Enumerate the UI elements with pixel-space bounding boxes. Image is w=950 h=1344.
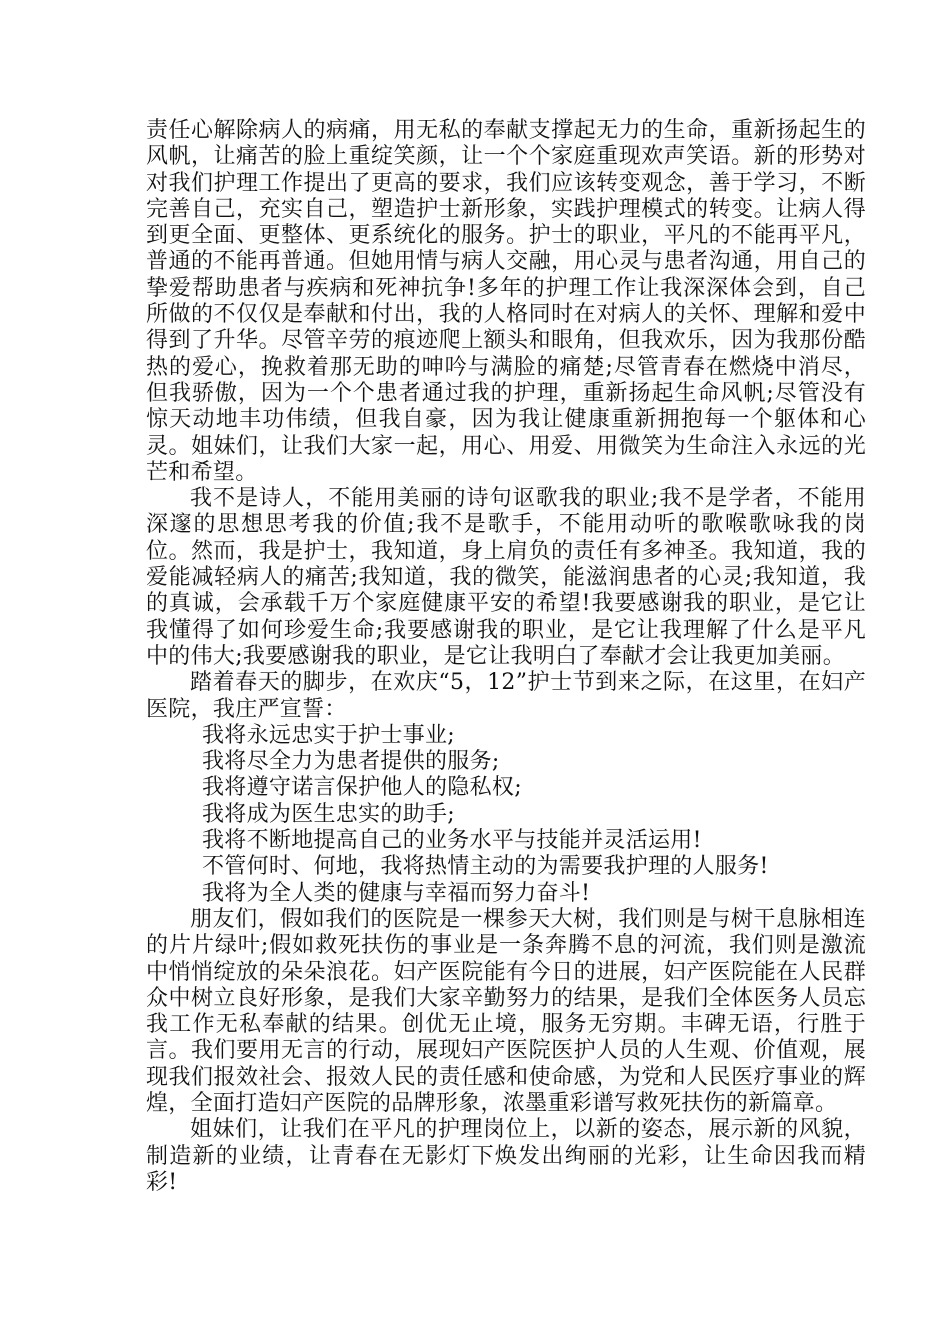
document-body [146,118,866,1196]
paragraph-closing-2: 姐妹们，让我们在平凡的护理岗位上，以新的姿态，展示新的风貌，制造新的业绩，让青春在无影灯下焕发出绚丽的光彩，让生命因我而精彩! [146,1117,866,1195]
oath-list [146,723,866,907]
paragraph-2: 我不是诗人，不能用美丽的诗句讴歌我的职业;我不是学者，不能用深邃的思想思考我的价值;我不是歌手，不能用动听的歌喉歌咏我的岗位。然而，我是护士，我知道，身上肩负的责任有多神圣。我知道，我的爱能减轻病人的痛苦;我知道，我的微笑，能滋润患者的心灵;我知道，我的真诚，会承载千万个家庭健康平安的希望!我要感谢我的职业，是它让我懂得了如何珍爱生命;我要感谢我的职业，是它让我理解了什么是平凡中的伟大;我要感谢我的职业，是它让我明白了奉献才会让我更加美丽。 [146,486,866,669]
oath-item: 我将尽全力为患者提供的服务; [202,749,500,775]
oath-item: 我将成为医生忠实的助手; [202,801,456,827]
oath-item: 我将遵守诺言保护他人的隐私权; [202,775,522,801]
paragraph-1: 责任心解除病人的病痛，用无私的奉献支撑起无力的生命，重新扬起生的风帆，让痛苦的脸上重绽笑颜，让一个个家庭重现欢声笑语。新的形势对对我们护理工作提出了更高的要求，我们应该转变观念，善于学习，不断完善自己，充实自己，塑造护士新形象，实践护理模式的转变。让病人得到更全面、更整体、更系统化的服务。护士的职业，平凡的不能再平凡，普通的不能再普通。但她用情与病人交融，用心灵与患者沟通，用自己的挚爱帮助患者与疾病和死神抗争!多年的护理工作让我深深体会到，自己所做的不仅仅是奉献和付出，我的人格同时在对病人的关怀、理解和爱中得到了升华。尽管辛劳的痕迹爬上额头和眼角，但我欢乐，因为我那份酷热的爱心，挽救着那无助的呻吟与满脸的痛楚;尽管青春在燃烧中消尽，但我骄傲，因为一个个患者通过我的护理，重新扬起生命风帆;尽管没有惊天动地丰功伟绩，但我自豪，因为我让健康重新拥抱每一个躯体和心灵。姐妹们，让我们大家一起，用心、用爱、用微笑为生命注入永远的光芒和希望。 [146,118,866,485]
oath-item: 不管何时、何地，我将热情主动的为需要我护理的人服务! [202,854,769,880]
paragraph-closing-1: 朋友们，假如我们的医院是一棵参天大树，我们则是与树干息脉相连的片片绿叶;假如救死扶伤的事业是一条奔腾不息的河流，我们则是激流中悄悄绽放的朵朵浪花。妇产医院能有今日的进展，妇产医院能在人民群众中树立良好形象，是我们大家辛勤努力的结果，是我们全体医务人员忘我工作无私奉献的结果。创优无止境，服务无穷期。丰碑无语，行胜于言。我们要用无言的行动，展现妇产医院医护人员的人生观、价值观，展现我们报效社会、报效人民的责任感和使命感，为党和人民医疗事业的辉煌，全面打造妇产医院的品牌形象，浓墨重彩谱写救死扶伤的新篇章。 [146,906,866,1116]
paragraph-3: 踏着春天的脚步，在欢庆“5，12”护士节到来之际，在这里，在妇产医院，我庄严宣誓： [146,670,866,722]
oath-item: 我将为全人类的健康与幸福而努力奋斗! [202,880,591,906]
oath-item: 我将永远忠实于护士事业; [202,722,456,748]
oath-item: 我将不断地提高自己的业务水平与技能并灵活运用! [202,828,702,854]
